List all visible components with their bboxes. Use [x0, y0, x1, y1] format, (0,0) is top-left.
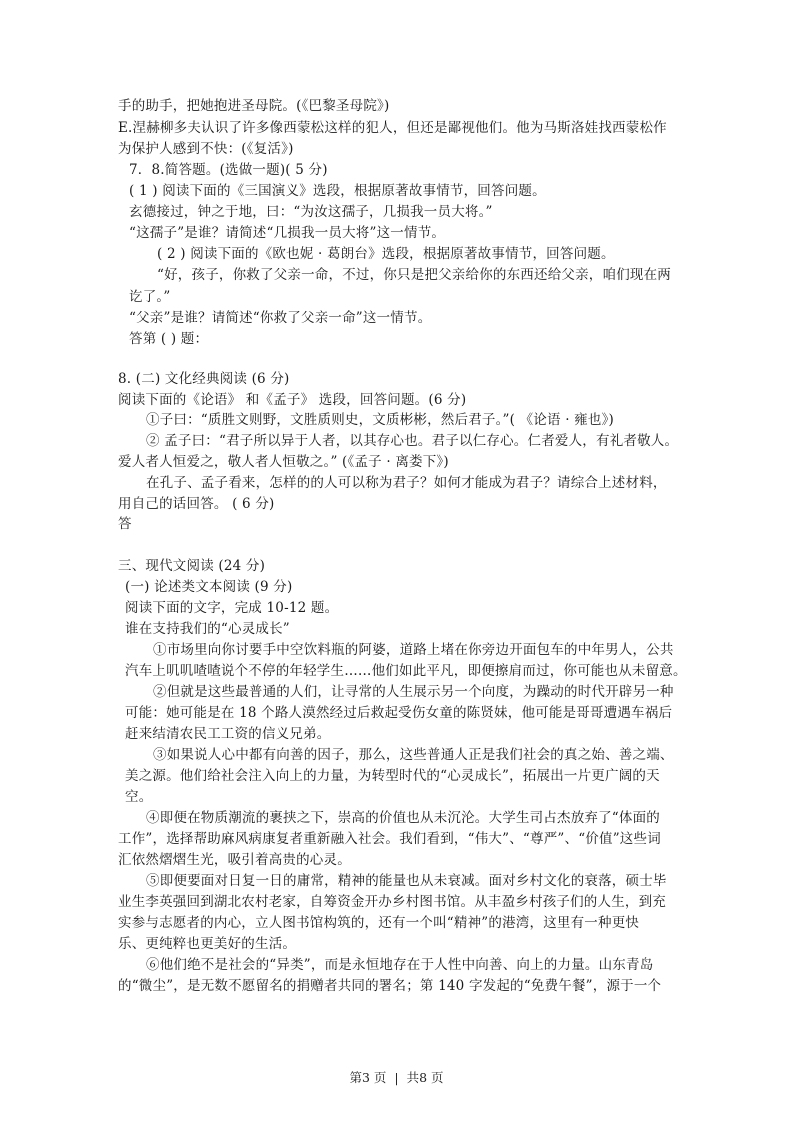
answer-line: 答第 ( ) 题：: [129, 331, 209, 347]
subsection-heading: (一) 论述类文本阅读 (9 分): [125, 579, 293, 595]
text-line: 在孔子、孟子看来，怎样的的人可以称为君子？如何才能成为君子？请综合上述材料，: [146, 475, 667, 491]
footer-separator: |: [394, 1070, 399, 1085]
text-line: 工作”，选择帮助麻风病康复者重新融入社会。我们看到，“伟大”、“尊严”、“价值”这些词: [118, 831, 661, 847]
text-line: ⑥他们绝不是社会的“异类”，而是永恒地存在于人性中向善、向上的力量。山东青岛: [146, 957, 654, 973]
text-line: ①子曰：“质胜文则野，文胜质则史，文质彬彬，然后君子。”( 《论语 · 雍也》): [146, 412, 615, 428]
page-footer: [0, 1068, 793, 1086]
text-line: 爱人者人恒爱之，敬人者人恒敬之。” (《孟子 · 离娄下》): [118, 454, 449, 470]
text-line: ② 孟子曰：“君子所以异于人者，以其存心也。君子以仁存心。仁者爱人，有礼者敬人。: [146, 433, 679, 449]
text-line: 乐、更纯粹也更美好的生活。: [118, 936, 297, 952]
text-line: 的“微尘”，是无数不愿留名的捐赠者共同的署名；第 140 字发起的“免费午餐”，源于一个: [118, 978, 662, 994]
text-line: 手的助手，把她抱进圣母院。(《巴黎圣母院》): [118, 98, 390, 114]
page-number: 第3 页: [349, 1070, 387, 1085]
text-line: ②但就是这些最普通的人们，让寻常的人生展示另一个向度，为躁动的时代开辟另一种: [153, 684, 674, 700]
text-line: 赶来结清农民工工资的信义兄弟。: [125, 726, 331, 742]
question-heading: 8. (二) 文化经典阅读 (6 分): [118, 371, 290, 387]
text-line: ( 2 ) 阅读下面的《欧也妮 · 葛朗台》选段，根据原著故事情节，回答问题。: [157, 246, 615, 262]
text-line: 汇依然熠熠生光，吸引着高贵的心灵。: [118, 852, 351, 868]
page-total: 共8 页: [406, 1070, 444, 1085]
text-line: 阅读下面的《论语》 和《孟子》 选段，回答问题。(6 分): [118, 392, 467, 408]
article-title: 谁在支持我们的“心灵成长”: [125, 621, 290, 637]
text-line: 阅读下面的文字，完成 10-12 题。: [125, 600, 339, 616]
text-line: 实参与志愿者的内心，立人图书馆构筑的，还有一个叫“精神”的港湾，这里有一种更快: [118, 915, 640, 931]
text-line: 玄德接过，钟之于地，曰：“为汝这孺子，几损我一员大将。”: [129, 204, 493, 220]
text-line: 美之源。他们给社会注入向上的力量，为转型时代的“心灵成长”，拓展出一片更广阔的天: [125, 768, 660, 784]
answer-line: 答: [118, 516, 132, 532]
text-line: 汽车上叽叽喳喳说个不停的年轻学生……他们如此平凡，即便擦肩而过，你可能也从未留意。: [125, 663, 687, 679]
text-line: 讫了。”: [129, 289, 171, 305]
question-heading: 7．8.简答题。(选做一题)( 5 分): [129, 162, 328, 178]
text-line: 为保护人感到不快：(《复活》): [118, 141, 294, 157]
text-line: E.涅赫柳多夫认识了许多像西蒙松这样的犯人，但还是鄙视他们。他为马斯洛娃找西蒙松作: [118, 120, 667, 136]
text-line: ③如果说人心中都有向善的因子，那么，这些普通人正是我们社会的真之始、善之端、: [153, 747, 674, 763]
text-line: “这孺子”是谁？请简述“几损我一员大将”这一情节。: [129, 225, 446, 241]
text-line: “好，孩子，你救了父亲一命，不过，你只是把父亲给你的东西还给父亲，咱们现在两: [157, 267, 672, 283]
text-line: ④即便在物质潮流的裹挟之下，崇高的价值也从未沉沦。大学生司占杰放弃了“体面的: [146, 810, 661, 826]
text-line: ⑤即便要面对日复一日的庸常，精神的能量也从未衰减。面对乡村文化的衰落，硕士毕: [146, 873, 667, 889]
text-line: ①市场里向你讨要手中空饮料瓶的阿婆，道路上堵在你旁边开面包车的中年男人，公共: [153, 642, 674, 658]
text-line: 业生李英强回到湖北农村老家，自筹资金开办乡村图书馆。从丰盈乡村孩子们的人生，到充: [118, 894, 666, 910]
text-line: ( 1 ) 阅读下面的《三国演义》选段，根据原著故事情节，回答问题。: [129, 183, 546, 199]
section-heading: 三、现代文阅读 (24 分): [118, 558, 266, 574]
text-line: 空。: [125, 789, 153, 805]
text-line: 用自己的话回答。 ( 6 分): [118, 496, 275, 512]
text-line: “父亲”是谁？请简述“你救了父亲一命”这一情节。: [129, 310, 432, 326]
text-line: 可能：她可能是在 18 个路人漠然经过后救起受伤女童的陈贤妹，他可能是哥哥遭遇车祸后: [125, 705, 673, 721]
